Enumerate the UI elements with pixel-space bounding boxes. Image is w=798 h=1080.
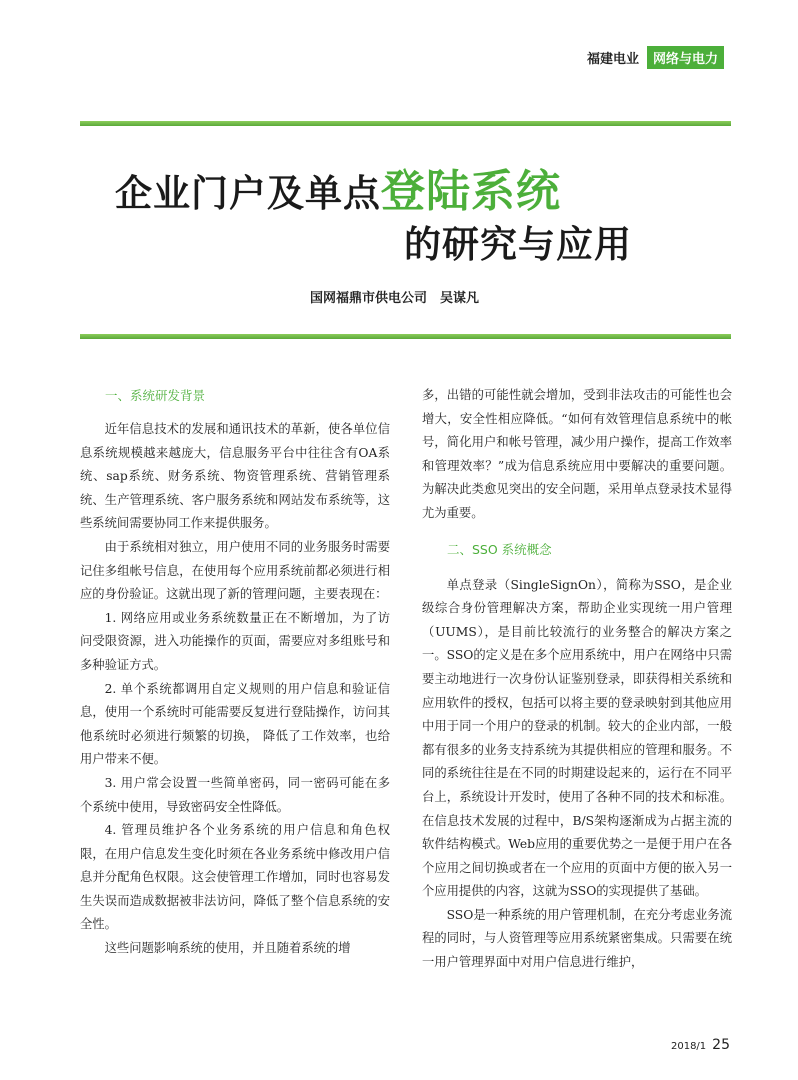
paragraph: 近年信息技术的发展和通讯技术的革新，使各单位信息系统规模越来越庞大，信息服务平台中往往含有OA系统、sap系统、财务系统、物资管理系统、营销管理系统、生产管理系统、客户服务系统和网站发布系统等，这些系统间需要协同工作来提供服务。 [80, 422, 390, 531]
running-header [587, 46, 724, 69]
title-highlight: 登陆系统 [381, 166, 561, 217]
title-part1: 企业门户及单点 [115, 171, 381, 215]
article-title-line2: 的研究与应用 [404, 222, 632, 266]
page-number: 25 [712, 1037, 730, 1053]
paragraph: 1. 网络应用或业务系统数量正在不断增加，为了访问受限资源，进入功能操作的页面，需要应对多组账号和多种验证方式。 [80, 610, 390, 672]
paragraph: SSO是一种系统的用户管理机制，在充分考虑业务流程的同时，与人资管理等应用系统紧密集成。只需要在统一用户管理界面中对用户信息进行维护， [422, 907, 732, 970]
paragraph: 单点登录（SingleSignOn），简称为SSO，是企业级综合身份管理解决方案，帮助企业实现统一用户管理（UUMS），是目前比较流行的业务整合的解决方案之一。SSO的定义是在多个应用系统中，用户在网络中只需要主动地进行一次身份认证鉴别登录，即获得相关系统和应用软件的授权，包括可以将主要的登录映射到其他应用中用于同一个用户的登录的机制。较大的企业内部，一般都有很多的业务支持系统为其提供相应的管理和服务。不同的系统往往是在不同的时期建设起来的，运行在不同平台上，系统设计开发时，使用了各种不同的技术和标准。在信息技术发展的过程中，B/S架构逐渐成为占据主流的软件结构模式。Web应用的重要优势之一是便于用户在各个应用之间切换或者在一个应用的页面中方便的嵌入另一个应用提供的内容，这就为SSO的实现提供了基础。 [422, 577, 732, 899]
paragraph: 3. 用户常会设置一些简单密码，同一密码可能在多个系统中使用，导致密码安全性降低。 [80, 775, 390, 814]
issue-number: 2018/1 [670, 1041, 707, 1052]
bottom-rule [80, 334, 731, 339]
section-heading-background: 一、系统研发背景 [105, 388, 206, 403]
section-badge: 网络与电力 [647, 46, 724, 69]
paragraph: 4. 管理员维护各个业务系统的用户信息和角色权限，在用户信息发生变化时须在各业务系统中修改用户信息并分配角色权限。这会使管理工作增加，同时也容易发生失误而造成数据被非法访问，降低了整个信息系统的安全性。 [80, 823, 390, 932]
publication-name: 福建电业 [586, 52, 639, 67]
article-title-line1 [115, 155, 561, 219]
byline: 国网福鼎市供电公司 吴谋凡 [310, 291, 480, 306]
paragraph: 2. 单个系统都调用自定义规则的用户信息和验证信息，使用一个系统时可能需要反复进行登陆操作，访问其他系统时必须进行频繁的切换， 降低了工作效率，也给用户带来不便。 [80, 681, 390, 767]
page-footer [671, 1037, 730, 1053]
left-column [80, 384, 390, 961]
paragraph: 由于系统相对独立，用户使用不同的业务服务时需要记住多组帐号信息，在使用每个应用系统前都必须进行相应的身份验证。这就出现了新的管理问题，主要表现在： [80, 539, 390, 602]
right-column [422, 384, 732, 975]
paragraph: 这些问题影响系统的使用，并且随着系统的增 [104, 941, 351, 956]
top-rule [80, 121, 731, 126]
section-heading-sso: 二、SSO 系统概念 [447, 541, 552, 557]
paragraph: 多，出错的可能性就会增加，受到非法攻击的可能性也会增大，安全性相应降低。“如何有效管理信息系统中的帐号，简化用户和帐号管理，减少用户操作，提高工作效率和管理效率？”成为信息系统应用中要解决的重要问题。为解决此类愈见突出的安全问题，采用单点登录技术显得尤为重要。 [422, 388, 732, 520]
